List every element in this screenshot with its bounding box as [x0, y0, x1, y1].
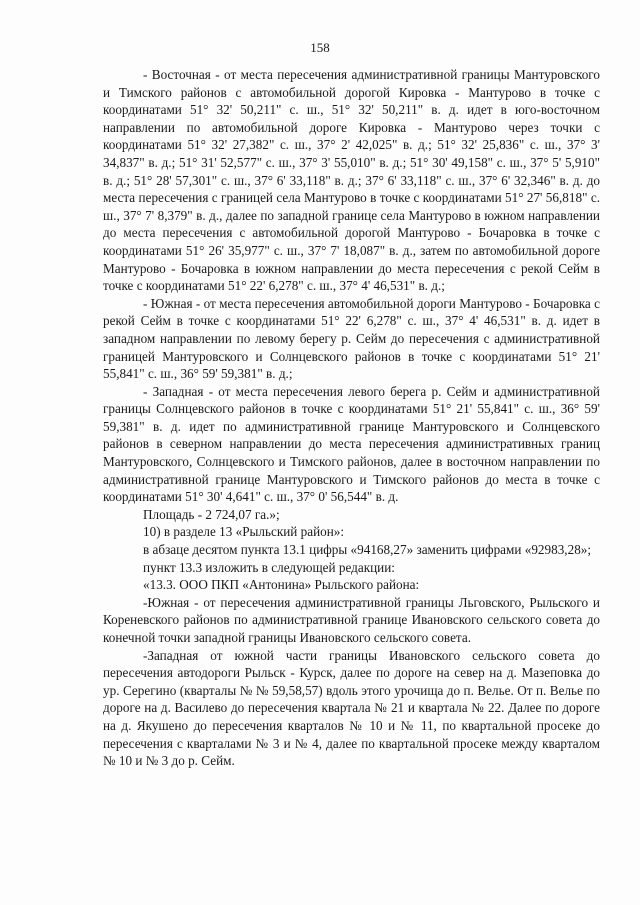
paragraph-south-boundary: - Южная - от места пересечения автомобильной дороги Мантурово - Бочаровка с рекой Сейм в точке с координатами 51° 22' 6,278" с. ш., 37° 4' 46,531" в. д. идет в западном направлении по левому берегу р. Сейм до пересечения с административной границей Мантуровского и Солнцевского районов в точке с координатами 51° 21' 55,841" с. ш., 36° 59' 59,381" в. д.;: [103, 295, 600, 382]
document-body: [103, 66, 600, 770]
paragraph-13-3-title: «13.3. ООО ПКП «Антонина» Рыльского района:: [143, 577, 420, 593]
paragraph-amend-13-1: в абзаце десятом пункта 13.1 цифры «94168,27» заменить цифрами «92983,28»;: [143, 542, 592, 558]
paragraph-13-3-south: -Южная - от пересечения административной границы Льговского, Рыльского и Кореневского районов по административной границе Ивановского сельского совета до конечной точки западной границы Ивановского сельского совета.: [103, 594, 600, 645]
paragraph-west-boundary: - Западная - от места пересечения левого берега р. Сейм и административной границы Солнцевского районов в точке с координатами 51° 21' 55,841" с. ш., 36° 59' 59,381" в. д. идет по административной границе Мантуровского и Солнцевского районов в северном направлении до места пересечения административных границ Мантуровского, Солнцевского и Тимского районов, далее в восточном направлении по административной границе Мантуровского и Тимского районов до места в точке с координатами 51° 30' 4,641" с. ш., 37° 0' 56,544" в. д.: [103, 383, 600, 505]
paragraph-east-boundary: - Восточная - от места пересечения административной границы Мантуровского и Тимского районов с автомобильной дорогой Кировка - Мантурово в точке с координатами 51° 32' 50,211" с. ш., 51° 32' 50,211" в. д. идет в юго-восточном направлении по автомобильной дороге Кировка - Мантурово через точки с координатами 51° 32' 27,382" с. ш., 37° 2' 42,025" в. д.; 51° 32' 25,836" с. ш., 37° 3' 34,837" в. д.; 51° 31' 52,577" с. ш., 37° 3' 55,010" в. д.; 51° 30' 49,158" с. ш., 37° 5' 5,910" в. д.; 51° 28' 57,301" с. ш., 37° 6' 33,118" в. д.; 37° 6' 33,118" с. ш., 37° 6' 32,346" в. д. до места пересечения с границей села Мантурово в точке с координатами 51° 27' 56,818" с. ш., 37° 7' 8,379" в. д., далее по западной границе села Мантурово в южном направлении до места пересечения с автомобильной дорогой Мантурово - Бочаровка в точке с координатами 51° 26' 35,977" с. ш., 37° 7' 18,087" в. д., затем по автомобильной дороге Мантурово - Бочаровка в южном направлении до места пересечения с рекой Сейм в точке с координатами 51° 22' 6,278" с. ш., 37° 4' 46,531" в. д.;: [103, 67, 600, 294]
paragraph-13-3-west: -Западная от южной части границы Ивановского сельского совета до пересечения автодороги Рыльск - Курск, далее по дороге на север на д. Мазеповка до ур. Серегино (кварталы № № 59,58,57) вдоль этого урочища до п. Велье. От п. Велье по дороге на д. Василево до пересечения квартала № 21 и квартала № 22. Далее по дороге на д. Якушено до пересечения кварталов № 10 и № 11, по квартальной просеке до пересечения с кварталами № 3 и № 4, далее по квартальной просеке между кварталом № 10 и № 3 до р. Сейм.: [103, 647, 600, 769]
paragraph-area: Площадь - 2 724,07 га.»;: [143, 506, 280, 522]
paragraph-amend-13-3: пункт 13.3 изложить в следующей редакции:: [143, 559, 395, 575]
paragraph-section-13: 10) в разделе 13 «Рыльский район»:: [143, 524, 345, 540]
page-number: 158: [310, 40, 330, 55]
